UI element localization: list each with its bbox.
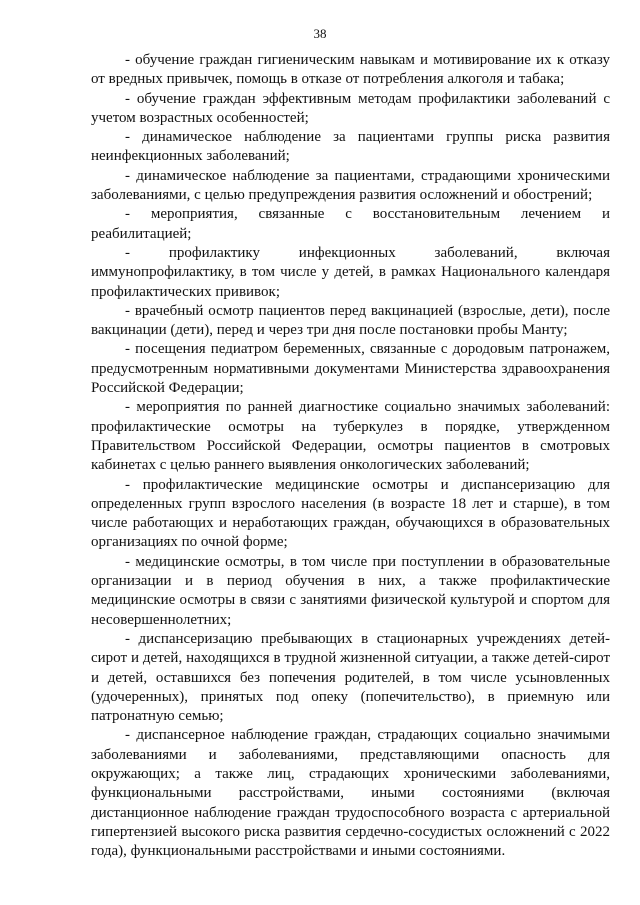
list-item: - мероприятия, связанные с восстановительным лечением и реабилитацией; (91, 206, 610, 242)
list-item: - врачебный осмотр пациентов перед вакцинацией (взрослые, дети), после вакцинации (дети), перед и через три дня после постановки пробы Манту; (91, 302, 610, 339)
list-item: - диспансерное наблюдение граждан, страдающих социально значимыми заболеваниями и заболеваниями, представляющими опасность для окружающих; а также лиц, страдающих хроническими заболеваниями, функциональными расстройствами, иными состояниями (включая дистанционное наблюдение граждан трудоспособного возраста с артериальной гипертензией высокого риска развития сердечно-сосудистых осложнений с 2022 года), функциональными расстройствами и иными состояниями. (91, 727, 610, 860)
list-item: - динамическое наблюдение за пациентами, страдающими хроническими заболеваниями, с целью предупреждения развития осложнений и обострений; (91, 167, 610, 204)
page-number: 38 (313, 26, 327, 41)
document-body (91, 51, 610, 861)
list-item: - обучение граждан гигиеническим навыкам и мотивирование их к отказу от вредных привычек, помощь в отказе от потребления алкоголя и табака; (91, 52, 610, 88)
list-item: - диспансеризацию пребывающих в стационарных учреждениях детей-сирот и детей, находящихся в трудной жизненной ситуации, а также детей-сирот и детей, оставшихся без попечения родителей, в том числе усыновленных (удочеренных), принятых под опеку (попечительство), в приемную или патронатную семью; (91, 630, 610, 725)
list-item: - динамическое наблюдение за пациентами группы риска развития неинфекционных заболеваний; (91, 129, 610, 165)
list-item: - мероприятия по ранней диагностике социально значимых заболеваний: профилактические осмотры на туберкулез в порядке, утвержденном Правительством Российской Федерации, осмотры пациентов в смотровых кабинетах с целью раннего выявления онкологических заболеваний; (91, 399, 610, 474)
list-item: - профилактические медицинские осмотры и диспансеризацию для определенных групп взрослого населения (в возрасте 18 лет и старше), в том числе работающих и неработающих граждан, обучающихся в образовательных организациях по очной форме; (91, 476, 610, 551)
list-item: - медицинские осмотры, в том числе при поступлении в образовательные организации и в период обучения в них, а также профилактические медицинские осмотры в связи с занятиями физической культурой и спортом для несовершеннолетних; (91, 553, 610, 628)
list-item: - посещения педиатром беременных, связанные с дородовым патронажем, предусмотренным нормативными документами Министерства здравоохранения Российской Федерации; (91, 341, 610, 397)
list-item: - профилактику инфекционных заболеваний, включая иммунопрофилактику, в том числе у детей, в рамках Национального календаря профилактических прививок; (91, 244, 610, 300)
list-item: - обучение граждан эффективным методам профилактики заболеваний с учетом возрастных особенностей; (91, 90, 610, 126)
